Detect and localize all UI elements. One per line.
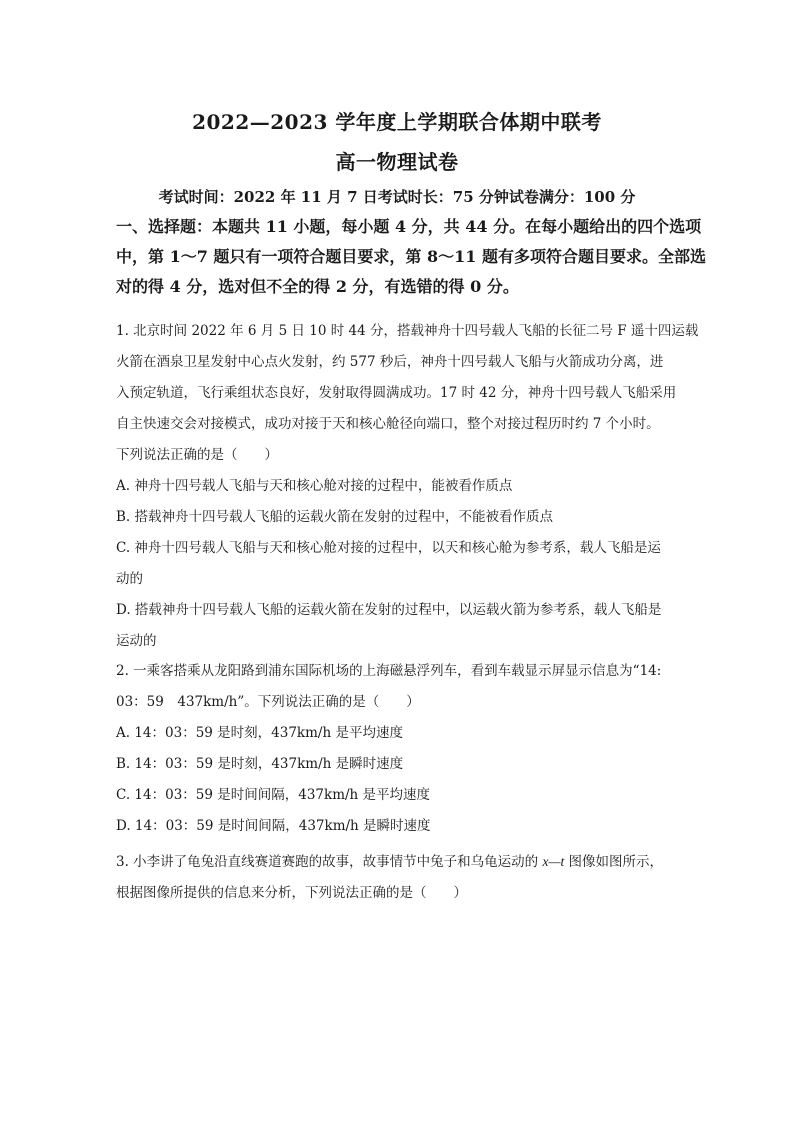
option-d: D. 搭载神舟十四号载人飞船的运载火箭在发射的过程中，以运载火箭为参考系，载人飞船是 [116,602,662,618]
option-d: D. 14：03：59 是时间间隔，437km/h 是瞬时速度 [116,818,431,834]
question-stem-line: 下列说法正确的是（ ） [116,447,278,463]
exam-title: 2022—2023 学年度上学期联合体期中联考 [192,110,602,134]
option-a: A. 神舟十四号载人飞船与天和核心舱对接的过程中，能被看作质点 [116,478,513,494]
exam-info: 考试时间：2022 年 11 月 7 日考试时长：75 分钟试卷满分：100 分 [158,188,636,206]
question-stem-line: 1. 北京时间 2022 年 6 月 5 日 10 时 44 分，搭载神舟十四号载人飞船的长征二号 F 遥十四运载 [116,323,699,339]
question-3 [116,846,688,909]
question-1 [116,316,699,657]
question-stem-line: 火箭在酒泉卫星发射中心点火发射，约 577 秒后，神舟十四号载人飞船与火箭成功分离，进 [116,354,664,370]
question-stem-line: 03：59 437km/h”。下列说法正确的是（ ） [116,694,420,710]
question-stem-line: 自主快速交会对接模式，成功对接于天和核心舱径向端口，整个对接过程历时约 7 个小时。 [116,416,660,432]
option-c: C. 神舟十四号载人飞船与天和核心舱对接的过程中，以天和核心舱为参考系，载人飞船是运 [116,540,661,556]
option-a: A. 14：03：59 是时刻，437km/h 是平均速度 [116,725,403,741]
option-d-cont: 运动的 [116,633,157,649]
option-c-cont: 动的 [116,571,143,587]
question-stem-line [116,846,688,878]
instruction-line: 一、选择题：本题共 11 小题，每小题 4 分，共 44 分。在每小题给出的四个选项 [116,217,702,236]
question-stem-line: 入预定轨道，飞行乘组状态良好，发射取得圆满成功。17 时 42 分，神舟十四号载人飞船采用 [116,385,677,401]
stem-text: 图像如图所示， [564,854,664,870]
question-2 [116,656,688,842]
xt-symbol: x—t [542,854,565,869]
question-stem-line: 根据图像所提供的信息来分析，下列说法正确的是（ ） [116,885,467,901]
section-instructions [116,212,706,302]
instruction-line: 中，第 1～7 题只有一项符合题目要求，第 8～11 题有多项符合题目要求。全部选 [116,247,706,266]
option-c: C. 14：03：59 是时间间隔，437km/h 是平均速度 [116,787,431,803]
stem-text: 3. 小李讲了龟兔沿直线赛道赛跑的故事，故事情节中兔子和乌龟运动的 [116,854,543,870]
subject-title: 高一物理试卷 [335,150,459,174]
option-b: B. 搭载神舟十四号载人飞船的运载火箭在发射的过程中，不能被看作质点 [116,509,554,525]
option-b: B. 14：03：59 是时刻，437km/h 是瞬时速度 [116,756,404,772]
instruction-line: 对的得 4 分，选对但不全的得 2 分，有选错的得 0 分。 [116,277,519,296]
question-stem-line: 2. 一乘客搭乘从龙阳路到浦东国际机场的上海磁悬浮列车，看到车载显示屏显示信息为“14: [116,663,662,679]
